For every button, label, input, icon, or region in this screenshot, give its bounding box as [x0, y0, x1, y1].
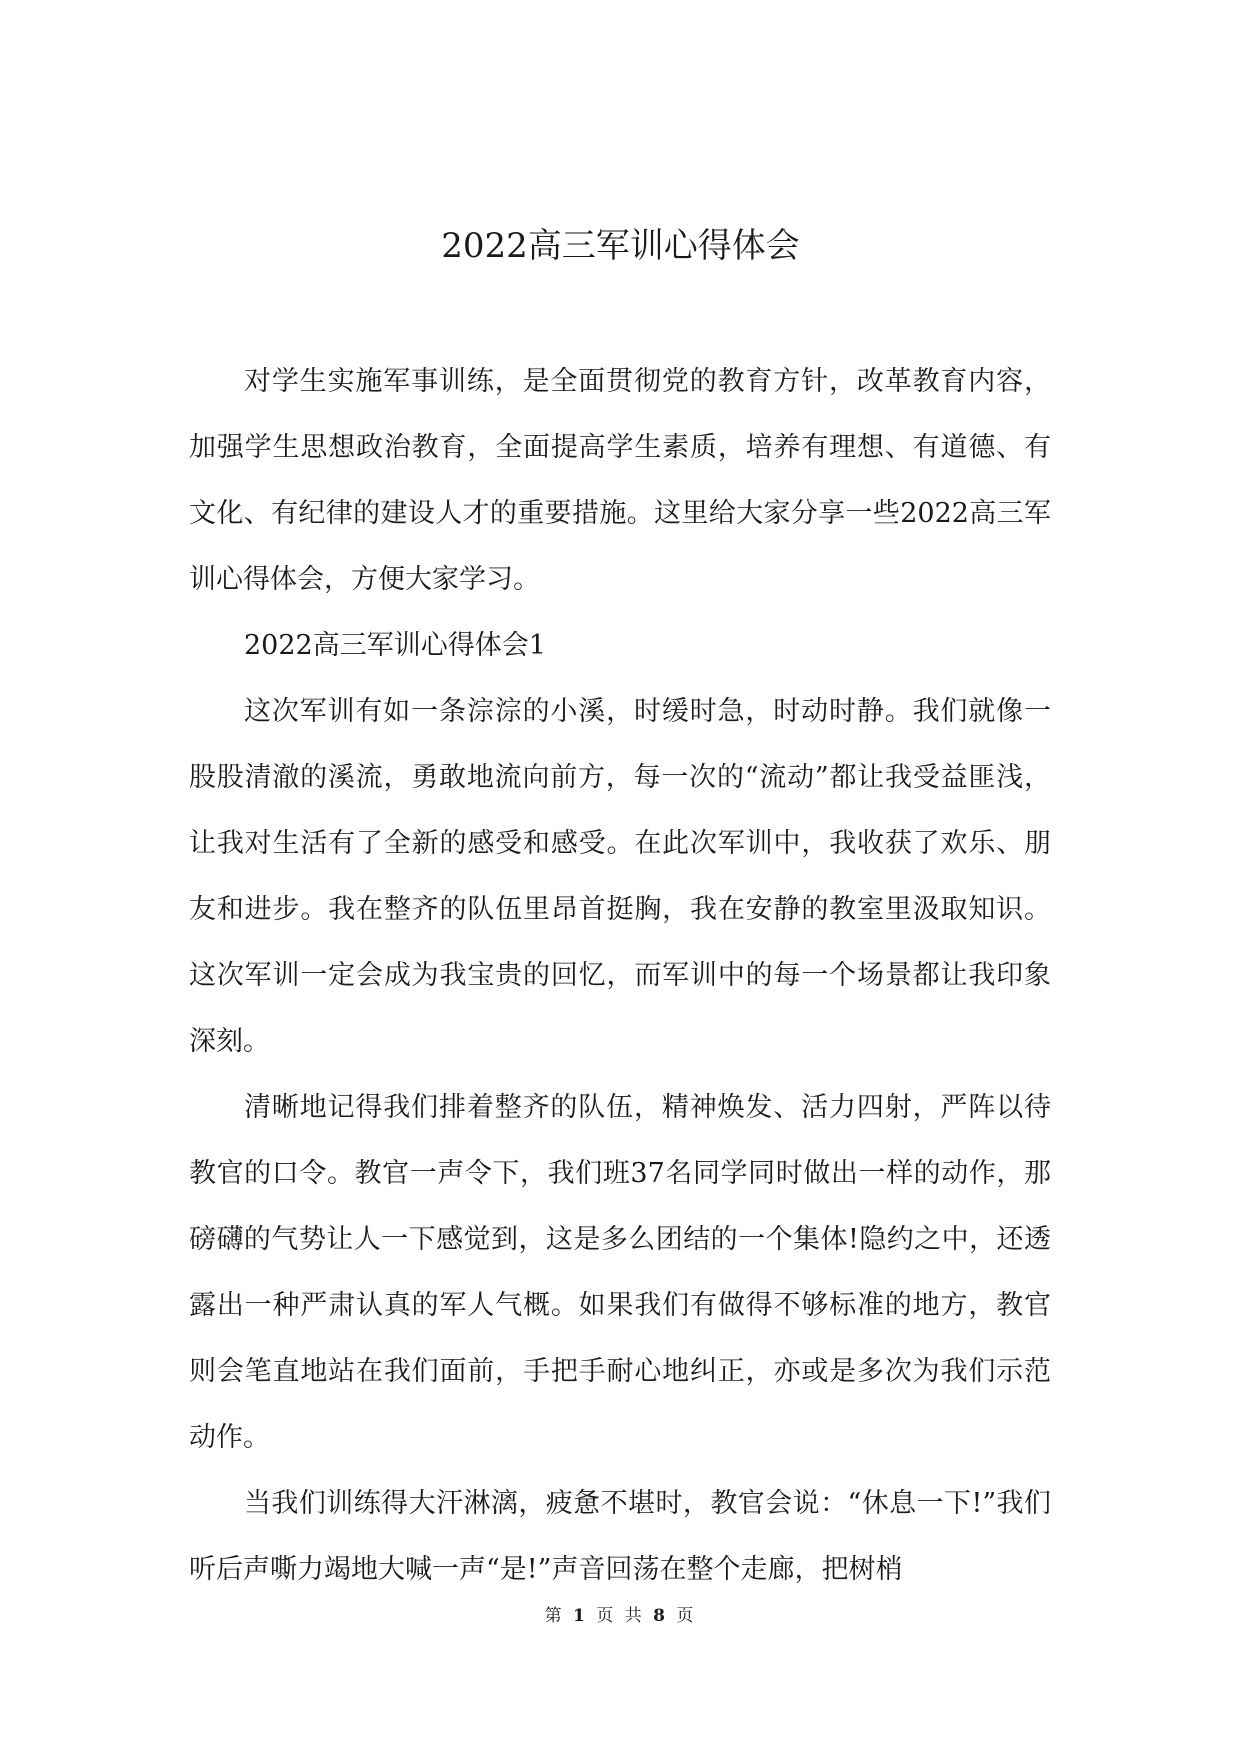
page-number: 1 [573, 1606, 588, 1626]
body-paragraph: 这次军训有如一条淙淙的小溪，时缓时急，时动时静。我们就像一股股清澈的溪流，勇敢地流向前方，每一次的“流动”都让我受益匪浅，让我对生活有了全新的感受和感受。在此次军训中，我收获了欢乐、朋友和进步。我在整齐的队伍里昂首挺胸，我在安静的教室里汲取知识。这次军训一定会成为我宝贵的回忆，而军训中的每一个场景都让我印象深刻。 [189, 696, 1051, 1057]
document-title: 2022高三军训心得体会 [441, 226, 800, 266]
page-label-middle: 页 共 [596, 1606, 645, 1626]
page-label-suffix: 页 [676, 1606, 697, 1626]
body-paragraph: 清晰地记得我们排着整齐的队伍，精神焕发、活力四射，严阵以待教官的口令。教官一声令下，我们班37名同学同时做出一样的动作，那磅礴的气势让人一下感觉到，这是多么团结的一个集体!隐约之中，还透露出一种严肃认真的军人气概。如果我们有做得不够标准的地方，教官则会笔直地站在我们面前，手把手耐心地纠正，亦或是多次为我们示范动作。 [189, 1092, 1051, 1453]
document-body [189, 349, 1051, 1603]
total-pages: 8 [653, 1606, 668, 1626]
body-paragraph: 当我们训练得大汗淋漓，疲惫不堪时，教官会说：“休息一下!”我们听后声嘶力竭地大喊一声“是!”声音回荡在整个走廊，把树梢 [189, 1488, 1051, 1585]
page-footer [0, 1604, 1241, 1628]
page-label-prefix: 第 [544, 1606, 565, 1626]
section-heading: 2022高三军训心得体会1 [244, 630, 546, 661]
intro-paragraph: 对学生实施军事训练，是全面贯彻党的教育方针，改革教育内容，加强学生思想政治教育，全面提高学生素质，培养有理想、有道德、有文化、有纪律的建设人才的重要措施。这里给大家分享一些2022高三军训心得体会，方便大家学习。 [189, 366, 1051, 595]
